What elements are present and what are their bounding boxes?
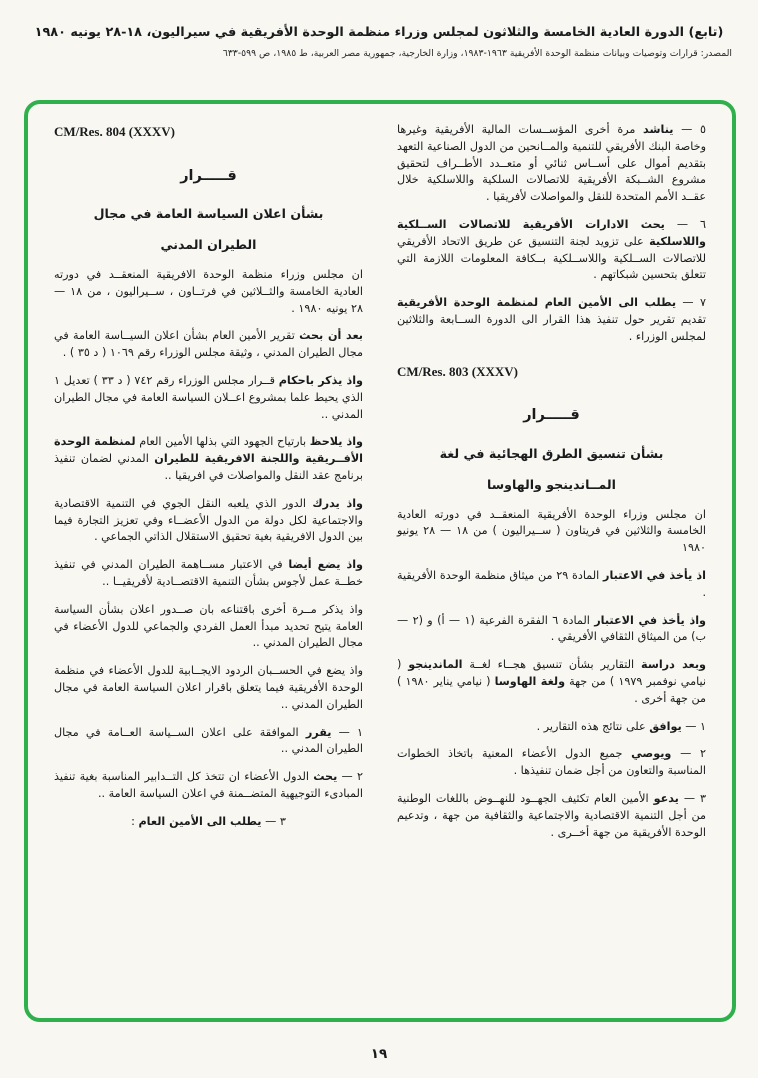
source-citation: المصدر: قرارات وتوصيات وبيانات منظمة الوحدة الأفريقية ١٩٦٣-١٩٨٣، وزارة الخارجية، جمهورية مصر العربية، ط ١٩٨٥، ص ٥٩٩-٦٣٣: [222, 48, 732, 60]
paragraph: واذ يضع أيضا في الاعتبار مســاهمة الطيران المدني في تنفيذ خطــة عمل لأجوس بشأن التنمية الاقتصــادية لأفريقيــا ..: [54, 558, 364, 588]
paragraph: ٢ — يحث الدول الأعضاء ان تتخذ كل التــدابير المناسبة بغية تنفيذ المبادىء التوجيهية المتضــمنة في اعلان السياسة العامة ..: [54, 770, 363, 800]
green-content-frame: [24, 100, 736, 1022]
paragraph: واذ يأخذ في الاعتبار المادة ٦ الفقرة الفرعية (١ — أ) و (٢ — ب) من الميثاق الثقافي الأفريقي .: [397, 613, 706, 644]
paragraph: واذ يضع في الحســبان الردود الايجــابية للدول الأعضاء في منظمة الوحدة الأفريقية فيما يتعلق باقرار اعلان السياسة العامة في مجال الطيران المدني ..: [54, 664, 363, 711]
paragraph: وبعد دراسة التقارير بشأن تنسيق هجــاء لغــة الماندينجو ( نيامي نوفمبر ١٩٧٩ ) من جهة ولغة الهاوسا ( نيامي يناير ١٩٨٠ ) من جهة أخرى .: [397, 658, 707, 705]
paragraph: ان مجلس وزراء الوحدة الأفريقية المنعقــد في دورته العادية الخامسة والثلاثين في فريتاون ( ســيراليون ) من ١٨ — ٢٨ يونيو ١٩٨٠: [397, 507, 707, 555]
paragraph: ٧ — يطلب الى الأمين العام لمنظمة الوحدة الأفريقية تقديم تقرير حول تنفيذ هذا القرار الى الدورة الســابعة والثلاثين لمجلس الوزراء .: [397, 296, 706, 343]
page-header: [26, 24, 732, 59]
column-left: [54, 122, 363, 1004]
paragraph: ان مجلس وزراء منظمة الوحدة الافريقية المنعقــد في دورته العادية الخامسة والثــلاثين في فرتــاون ، ســيراليون ، من ١٨ — ٢٨ يونيه ١٩٨٠ .: [54, 268, 364, 315]
paragraph: بعد أن بحث تقرير الأمين العام بشأن اعلان السيــاسة العامة في مجال الطيران المدني ، وثيقة مجلس الوزراء رقم ١٠٦٩ ( د ٣٥ ) .: [54, 329, 363, 360]
resolution-subtitle: الطيران المدني: [160, 237, 257, 253]
paragraph: ٣ — يطلب الى الأمين العام :: [131, 814, 286, 828]
page-number: ١٩: [370, 1046, 388, 1062]
paragraph: اذ يأخذ في الاعتبار المادة ٢٩ من ميثاق منظمة الوحدة الأفريقية .: [397, 568, 706, 599]
resolution-subtitle: المــاندينجو والهاوسا: [487, 476, 616, 492]
resolution-heading: قـــــرار: [523, 407, 580, 424]
paragraph: واذ يلاحظ بارتياح الجهود التي بذلها الأمين العام لمنظمة الوحدة الأفــريقية واللجنة الافريقية للطيران المدني لضمان تنفيذ برنامج عقد النقل والمواصلات في افريقيا ..: [54, 435, 363, 482]
resolution-heading: قـــــرار: [180, 167, 237, 184]
resolution-id: CM/Res. 803 (XXXV): [397, 363, 518, 379]
paragraph: واذ يذكر باحكام قــرار مجلس الوزراء رقم ٧٤٢ ( د ٣٣ ) تعديل ١ الذي يحيط علما بمشروع اعــلان السياسة العامة في مجال الطيران المدني ..: [54, 374, 363, 421]
paragraph: ١ — يوافق على نتائج هذه التقارير .: [536, 719, 706, 733]
paragraph: ٣ — يدعو الأمين العام تكثيف الجهــود للنهــوض باللغات الوطنية من أجل التنمية الاقتصادية والاجتماعية والثقافية من جهة ، وتدعيم الوحدة الأفريقية من جهة أخــرى .: [397, 791, 706, 839]
paragraph: ٦ — يحث الادارات الأفريقية للاتصالات الســلكية واللاسلكية على تزويد لجنة التنسيق عن طريق الاتحاد الأفريقي للاتصالات الســلكية واللاســلكية بــكافة المعلومات اللازمة التي تتعلق بتحسين شبكاتهم .: [397, 217, 706, 282]
resolution-subtitle: بشأن تنسيق الطرق الهجائية في لغة: [439, 445, 664, 461]
session-title: (تابع) الدورة العادية الخامسة والثلاثون لمجلس وزراء منظمة الوحدة الأفريقية في سيراليون، ١٨-٢٨ يونيه ١٩٨٠: [34, 25, 724, 40]
paragraph: واذ يدرك الدور الذي يلعبه النقل الجوي في التنمية الاقتصادية والاجتماعية لكل دولة من الدول الأعضــاء وفي تعزيز التجارة فيما بين الدول الافريقية بغية تحقيق الاستقلال الذاتي الجماعي .: [54, 496, 363, 544]
paragraph: واذ يذكر مــرة أخرى باقتناعه بان صــدور اعلان بشأن السياسة العامة يتيح تحديد مبدأ العمل الفردي والجماعي للدول الأعضاء في مجال الطيران المدني ..: [54, 602, 363, 650]
paragraph: ١ — يقرر الموافقة على اعلان الســياسة العــامة في مجال الطيران المدني ..: [54, 725, 363, 756]
resolution-id: CM/Res. 804 (XXXV): [54, 124, 175, 139]
paragraph: ٥ — يناشد مرة أخرى المؤســسات المالية الأفريقية وغيرها وخاصة البنك الأفريقي للتنمية والمــانحين من الدول الصناعية التعهد بتقديم أموال على أســاس ثنائي أو متعــدد الأطــراف لتحقيق مشروع الشــبكة الأفريقية للاتصالات السلكية واللاسلكية خلال عقــد الأمم المتحدة للنقل والمواصلات لأفريقيا .: [397, 123, 706, 204]
paragraph: ٢ — ويوصي جميع الدول الأعضاء المعنية باتخاذ الخطوات المناسبة والتعاون من أجل ضمان تنفيذها .: [397, 747, 706, 778]
resolution-subtitle: بشأن اعلان السياسة العامة في مجال: [93, 206, 324, 222]
column-right: [397, 122, 706, 1004]
two-column-layout: [54, 122, 706, 1004]
